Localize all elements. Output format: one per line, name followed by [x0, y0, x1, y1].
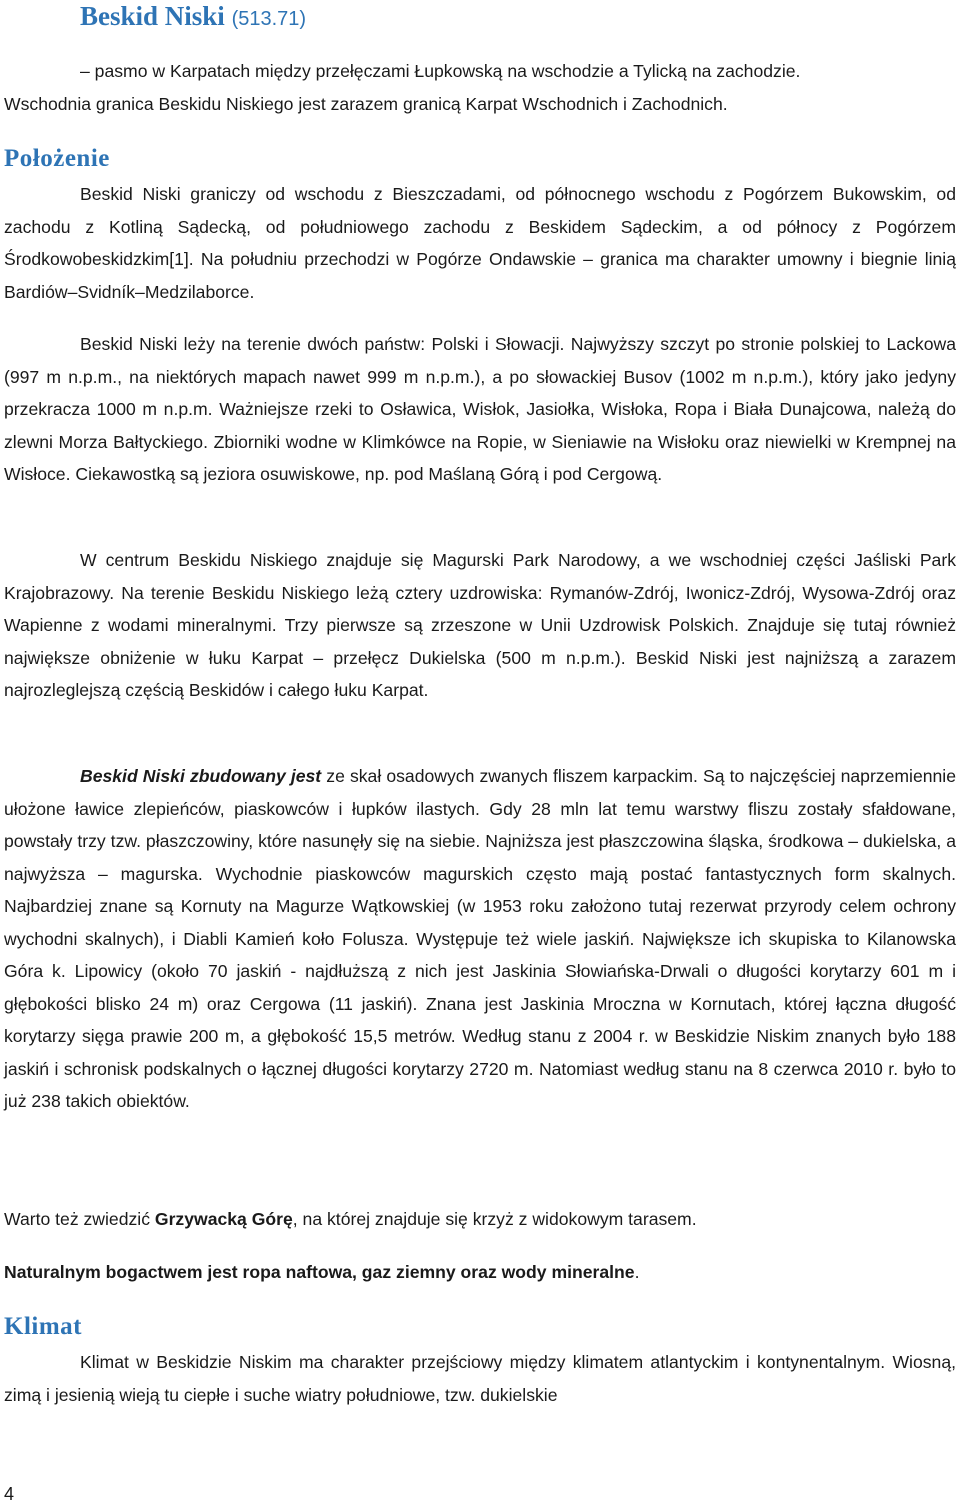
title-code: (513.71): [231, 8, 307, 30]
polozenie-paragraph-2: [4, 328, 956, 491]
polozenie-p1-text: Beskid Niski graniczy od wschodu z Bieszczadami, od północnego wschodu z Pogórzem Bukowskim, od zachodu z Kotliną Sądecką, od południowego zachodu z Beskidem Sądeckim, a od północy z Pogórzem Środkowobeskidzkim[1]. Na południu przechodzi w Pogórze Ondawskie – granica ma charakter umowny i biegnie linią Bardiów–Svidník–Medzilaborce.: [4, 184, 956, 302]
geology-text: ze skał osadowych zwanych fliszem karpackim. Są to najczęściej naprzemiennie ułożone ławice zlepieńców, piaskowców i łupków ilastych. Gdy 28 mln lat temu warstwy fliszu zostały sfałdowane, powstały trzy tzw. płaszczowiny, które nasunęły się na siebie. Najniższa jest płaszczowina śląska, środkowa – dukielska, a najwyższa – magurska. Wychodnie piaskowców magurskich często mają postać fantastycznych form skalnych. Najbardziej znane są Kornuty na Magurze Wątkowskiej (w 1953 roku założono tutaj rezerwat przyrody celem ochrony wychodni skalnych), i Diabli Kamień koło Folusza. Występuje też wiele jaskiń. Największe ich skupiska to Kilanowska Góra k. Lipowicy (około 70 jaskiń - najdłuższą z nich jest Jaskinia Słowiańska-Drwali o długości korytarzy 601 m i głębokości blisko 24 m) oraz Cergowa (11 jaskiń). Znana jest Jaskinia Mroczna w Kornutach, której łączna długość korytarzy sięga prawie 200 m, a głębokość 15,5 metrów. Według stanu z 2004 r. w Beskidzie Niskim znanych było 188 jaskiń i schronisk podskalnych o łącznej długości korytarzy 2720 m. Natomiast według stanu na 8 czerwca 2010 r. było to już 238 takich obiektów.: [4, 766, 957, 1111]
polozenie-paragraph-3: [4, 544, 956, 707]
p6-bold: Naturalnym bogactwem jest ropa naftowa, gaz ziemny oraz wody mineralne: [4, 1262, 635, 1282]
p5-post: , na której znajduje się krzyż z widokowym tarasem.: [292, 1209, 697, 1229]
p5-bold: Grzywacką Górę: [154, 1209, 293, 1229]
title-name: Beskid Niski: [80, 1, 225, 31]
document-title: [80, 0, 306, 35]
p6-post: .: [634, 1262, 640, 1282]
p5-pre: Warto też zwiedzić: [4, 1209, 155, 1229]
section-heading-polozenie: Położenie: [4, 145, 110, 172]
page-number: 4: [4, 1484, 15, 1504]
klimat-paragraph-1: [4, 1346, 956, 1411]
klimat-p1-text: Klimat w Beskidzie Niskim ma charakter przejściowy między klimatem atlantyckim i kontynentalnym. Wiosną, zimą i jesienią wieją tu ciepłe i suche wiatry południowe, tzw. dukielskie: [4, 1352, 956, 1405]
polozenie-paragraph-4: [4, 760, 956, 1118]
polozenie-paragraph-6: [4, 1256, 956, 1289]
polozenie-paragraph-1: [4, 178, 956, 308]
polozenie-p2-text: Beskid Niski leży na terenie dwóch państw: Polski i Słowacji. Najwyższy szczyt po stronie polskiej to Lackowa (997 m n.p.m., na niektórych mapach nawet 999 m n.p.m.), a po słowackiej Busov (1002 m n.p.m.), który jako jedyny przekracza 1000 m n.p.m. Ważniejsze rzeki to Osławica, Wisłok, Jasiołka, Wisłoka, Ropa i Biała Dunajcowa, należą do zlewni Morza Bałtyckiego. Zbiorniki wodne w Klimkówce na Ropie, w Sieniawie na Wisłoku oraz niewielki w Krempnej na Wisłoce. Ciekawostką są jeziora osuwiskowe, np. pod Maślaną Górą i pod Cergową.: [4, 334, 956, 484]
intro-line-2: Wschodnia granica Beskidu Niskiego jest zarazem granicą Karpat Wschodnich i Zachodnich.: [4, 93, 728, 114]
geology-lead: Beskid Niski zbudowany jest: [80, 766, 322, 786]
intro-paragraph: [4, 55, 956, 120]
intro-line-1: – pasmo w Karpatach między przełęczami Łupkowską na wschodzie a Tylicką na zachodzie.: [80, 61, 801, 81]
section-heading-klimat: Klimat: [4, 1313, 82, 1340]
polozenie-p3-text: W centrum Beskidu Niskiego znajduje się Magurski Park Narodowy, a we wschodniej części Jaśliski Park Krajobrazowy. Na terenie Beskidu Niskiego leżą cztery uzdrowiska: Rymanów-Zdrój, Iwonicz-Zdrój, Wysowa-Zdrój oraz Wapienne z wodami mineralnymi. Trzy pierwsze są zrzeszone w Unii Uzdrowisk Polskich. Znajduje się tutaj również największe obniżenie w łuku Karpat – przełęcz Dukielska (500 m n.p.m.). Beskid Niski jest najniższą a zarazem najrozleglejszą częścią Beskidów i całego łuku Karpat.: [4, 550, 956, 700]
polozenie-paragraph-5: [4, 1203, 956, 1236]
